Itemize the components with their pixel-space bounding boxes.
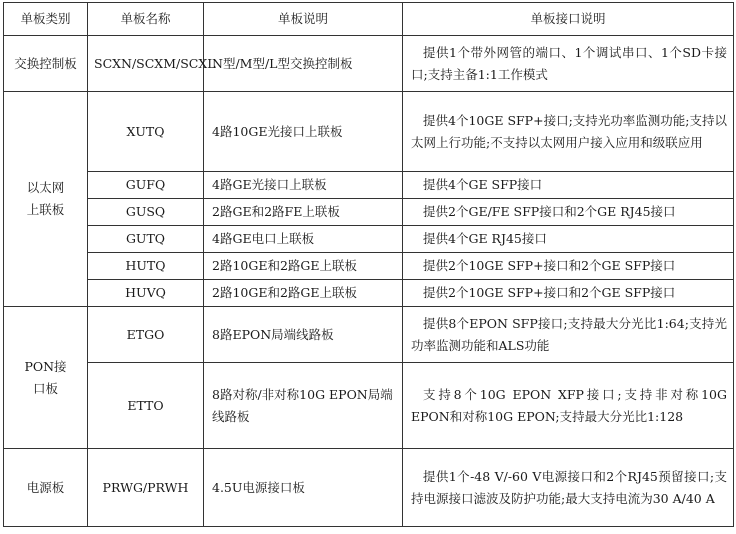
table-row — [4, 253, 734, 280]
board-name: PRWG/PRWH — [88, 449, 204, 527]
board-description: 4.5U电源接口板 — [204, 449, 403, 527]
board-name: XUTQ — [88, 92, 204, 172]
board-name: GUTQ — [88, 226, 204, 253]
board-interface: 提供1个-48 V/-60 V电源接口和2个RJ45预留接口;支持电源接口滤波及防护功能;最大支持电流为30 A/40 A — [403, 449, 734, 527]
category-cell: PON接口板 — [4, 307, 88, 449]
board-interface: 提供2个GE/FE SFP接口和2个GE RJ45接口 — [403, 199, 734, 226]
header-category: 单板类别 — [4, 3, 88, 36]
table-row — [4, 226, 734, 253]
header-name: 单板名称 — [88, 3, 204, 36]
board-interface: 提供8个EPON SFP接口;支持最大分光比1:64;支持光功率监测功能和ALS功能 — [403, 307, 734, 363]
category-cell: 以太网上联板 — [4, 92, 88, 307]
board-interface: 支持8个10G EPON XFP接口;支持非对称10G EPON和对称10G EPON;支持最大分光比1:128 — [403, 363, 734, 449]
board-description: 2路10GE和2路GE上联板 — [204, 253, 403, 280]
board-name: ETTO — [88, 363, 204, 449]
table-row — [4, 36, 734, 92]
table-row — [4, 172, 734, 199]
header-row — [4, 3, 734, 36]
board-description: 8路EPON局端线路板 — [204, 307, 403, 363]
board-description: 8路对称/非对称10G EPON局端线路板 — [204, 363, 403, 449]
board-name: SCXN/SCXM/SCXL — [88, 36, 204, 92]
table-row — [4, 363, 734, 449]
board-name: GUFQ — [88, 172, 204, 199]
board-interface: 提供2个10GE SFP+接口和2个GE SFP接口 — [403, 253, 734, 280]
board-description: 4路10GE光接口上联板 — [204, 92, 403, 172]
table-row — [4, 449, 734, 527]
board-description: 4路GE光接口上联板 — [204, 172, 403, 199]
board-name: ETGO — [88, 307, 204, 363]
board-table — [3, 2, 734, 527]
board-interface: 提供4个GE RJ45接口 — [403, 226, 734, 253]
board-name: GUSQ — [88, 199, 204, 226]
table-row — [4, 92, 734, 172]
table-row — [4, 199, 734, 226]
board-description: 2路GE和2路FE上联板 — [204, 199, 403, 226]
header-description: 单板说明 — [204, 3, 403, 36]
board-description: N型/M型/L型交换控制板 — [204, 36, 403, 92]
board-interface: 提供2个10GE SFP+接口和2个GE SFP接口 — [403, 280, 734, 307]
board-interface: 提供1个带外网管的端口、1个调试串口、1个SD卡接口;支持主备1:1工作模式 — [403, 36, 734, 92]
board-interface: 提供4个GE SFP接口 — [403, 172, 734, 199]
header-interface: 单板接口说明 — [403, 3, 734, 36]
board-description: 4路GE电口上联板 — [204, 226, 403, 253]
table-row — [4, 307, 734, 363]
board-name: HUTQ — [88, 253, 204, 280]
board-interface: 提供4个10GE SFP+接口;支持光功率监测功能;支持以太网上行功能;不支持以太网用户接入应用和级联应用 — [403, 92, 734, 172]
table-row — [4, 280, 734, 307]
category-cell: 交换控制板 — [4, 36, 88, 92]
board-description: 2路10GE和2路GE上联板 — [204, 280, 403, 307]
board-name: HUVQ — [88, 280, 204, 307]
category-cell: 电源板 — [4, 449, 88, 527]
